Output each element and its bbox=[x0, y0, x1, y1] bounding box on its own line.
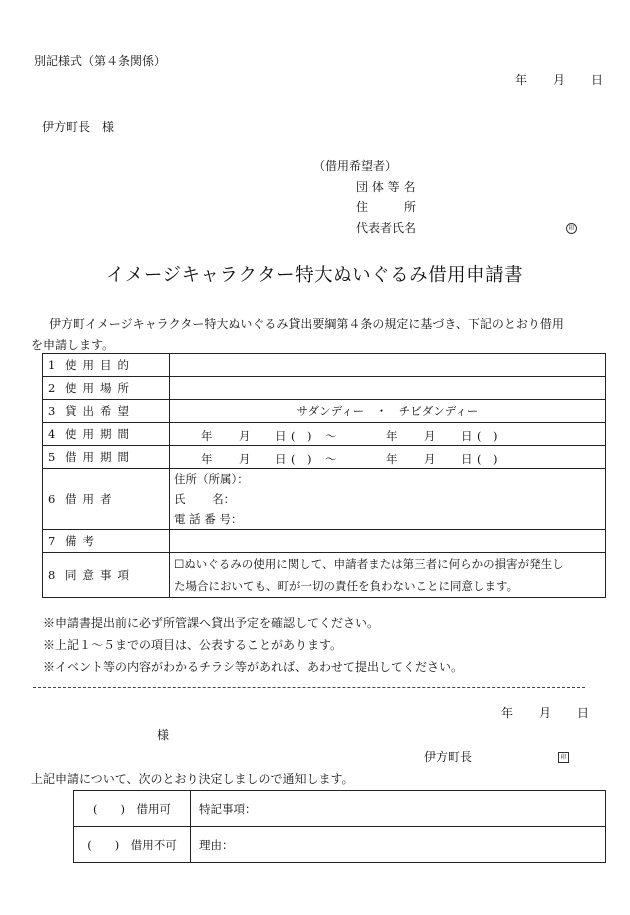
date-year: 年 bbox=[515, 73, 528, 87]
mayor-seal-mark: 印 bbox=[558, 752, 569, 763]
remarks-field[interactable] bbox=[170, 530, 606, 553]
table-row bbox=[74, 791, 606, 827]
table-row bbox=[43, 354, 606, 377]
table-row bbox=[43, 553, 606, 598]
note-1: ※申請書提出前に必ず所管課へ貸出予定を確認してください。 bbox=[43, 616, 380, 630]
applicant-org-label: 団 体 等 名 bbox=[356, 180, 416, 194]
table-row bbox=[43, 423, 606, 446]
decision-table bbox=[73, 790, 606, 863]
cut-line-divider bbox=[33, 687, 585, 688]
mayor-label: 伊方町長 bbox=[424, 750, 473, 764]
row-label: 8 同意事項 bbox=[43, 553, 170, 598]
document-title: イメージキャラクター特大ぬいぐるみ借用申請書 bbox=[106, 265, 524, 286]
location-field[interactable] bbox=[170, 377, 606, 400]
consent-field[interactable]: ☐ぬいぐるみの使用に関して、申請者または第三者に何らかの損害が発生し た場合においても、町が一切の責任を負わないことに同意します。 bbox=[170, 553, 606, 598]
usage-period-field[interactable]: 年 月 日 ( ) ～ 年 月 日 ( ) bbox=[170, 423, 606, 446]
decision-day: 日 bbox=[577, 706, 590, 720]
row-label: 2 使用場所 bbox=[43, 377, 170, 400]
intro-line-2: を申請します。 bbox=[31, 338, 115, 352]
row-label: 6 借用者 bbox=[43, 469, 170, 530]
decision-addressee: 様 bbox=[157, 728, 170, 742]
row-label: 3 貸出希望 bbox=[43, 400, 170, 423]
note-3: ※イベント等の内容がわかるチラシ等があれば、あわせて提出してください。 bbox=[43, 660, 464, 674]
note-2: ※上記１～５までの項目は、公表することがあります。 bbox=[43, 638, 343, 652]
table-row bbox=[43, 377, 606, 400]
loan-period-field[interactable]: 年 月 日 ( ) ～ 年 月 日 ( ) bbox=[170, 446, 606, 469]
form-reference: 別記様式（第４条関係） bbox=[34, 54, 167, 68]
decision-notice: 上記申請について、次のとおり決定しましので通知します。 bbox=[31, 772, 354, 786]
purpose-field[interactable] bbox=[170, 354, 606, 377]
decision-year: 年 bbox=[501, 706, 514, 720]
row-label: 5 借用期間 bbox=[43, 446, 170, 469]
applicant-heading: （借用希望者） bbox=[313, 159, 398, 173]
date-day: 日 bbox=[591, 73, 604, 87]
borrower-field[interactable]: 住所（所属）： 氏 名： 電 話 番 号： bbox=[170, 469, 606, 530]
application-table bbox=[42, 353, 606, 598]
table-row bbox=[43, 400, 606, 423]
reject-option[interactable]: ( ) 借用不可 bbox=[74, 827, 191, 863]
applicant-rep-label: 代表者氏名 bbox=[356, 221, 417, 235]
special-remarks-field[interactable]: 特記事項： bbox=[191, 791, 606, 827]
reason-field[interactable]: 理由： bbox=[191, 827, 606, 863]
table-row bbox=[74, 827, 606, 863]
approve-option[interactable]: ( ) 借用可 bbox=[74, 791, 191, 827]
character-choice-field[interactable]: サダンディー ・ チビダンディー bbox=[170, 400, 606, 423]
table-row bbox=[43, 530, 606, 553]
decision-month: 月 bbox=[539, 706, 552, 720]
table-row bbox=[43, 469, 606, 530]
seal-mark: 印 bbox=[566, 223, 577, 234]
intro-line-1: 伊方町イメージキャラクター特大ぬいぐるみ貸出要綱第４条の規定に基づき、下記のとおり借用 bbox=[49, 317, 564, 331]
date-month: 月 bbox=[553, 73, 566, 87]
table-row bbox=[43, 446, 606, 469]
addressee: 伊方町長 様 bbox=[42, 120, 115, 134]
row-label: 4 使用期間 bbox=[43, 423, 170, 446]
applicant-address-label: 住 所 bbox=[356, 200, 417, 214]
row-label: 7 備考 bbox=[43, 530, 170, 553]
row-label: 1 使用目的 bbox=[43, 354, 170, 377]
